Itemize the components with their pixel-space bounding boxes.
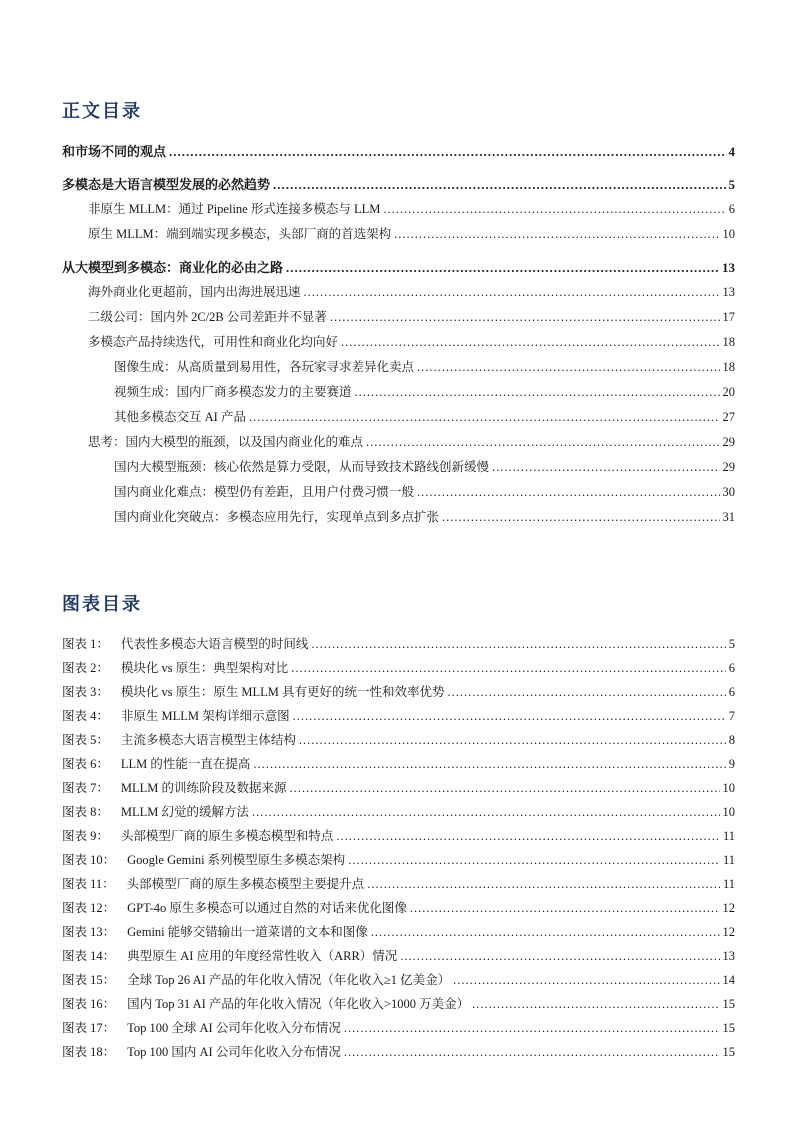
- dot-leader: [383, 197, 725, 222]
- toc-entry-page: 20: [722, 385, 735, 399]
- toc-entry-page: 18: [722, 335, 735, 349]
- figure-entry-page: 11: [722, 853, 735, 867]
- figure-entry-page: 12: [722, 925, 735, 939]
- dot-leader: [371, 920, 720, 944]
- figure-entry-number: 图表 15：: [62, 973, 116, 987]
- main-toc-heading: 正文目录: [62, 101, 142, 121]
- figure-entry-number: 图表 13：: [62, 925, 116, 939]
- toc-entry-label: 海外商业化更超前，国内出海进展迅速: [88, 285, 301, 299]
- figure-entry: [62, 704, 735, 728]
- figure-entry-page: 7: [728, 709, 735, 723]
- toc-entry-page: 10: [722, 227, 735, 241]
- dot-leader: [367, 872, 720, 896]
- toc-entry-label: 从大模型到多模态：商业化的必由之路: [62, 260, 284, 275]
- figure-entry: [62, 656, 735, 680]
- figure-entry-number: 图表 1：: [62, 637, 109, 651]
- figure-entry-label: LLM 的性能一直在提高: [120, 757, 251, 771]
- figure-entry-page: 15: [722, 1045, 735, 1059]
- figure-entry-label: 头部模型厂商的原生多模态模型和特点: [120, 829, 334, 843]
- toc-entry: [62, 405, 735, 430]
- figure-entry-number: 图表 2：: [62, 661, 109, 675]
- figure-entry-page: 8: [728, 733, 735, 747]
- figure-entry-label: Top 100 全球 AI 公司年化收入分布情况: [127, 1021, 341, 1035]
- figure-entry: [62, 968, 735, 992]
- figure-entry: [62, 1040, 735, 1064]
- figure-entry-page: 11: [722, 877, 735, 891]
- figure-entry-page: 10: [722, 781, 735, 795]
- dot-leader: [336, 824, 720, 848]
- toc-entry: [62, 330, 735, 355]
- figure-entry-label: 非原生 MLLM 架构详细示意图: [120, 709, 290, 723]
- figure-entry-label: Google Gemini 系列模型原生多模态架构: [127, 853, 346, 867]
- figure-entry-number: 图表 10：: [62, 853, 116, 867]
- toc-entry-page: 29: [722, 460, 735, 474]
- toc-entry-label: 国内商业化突破点：多模态应用先行，实现单点到多点扩张: [114, 510, 440, 524]
- figure-entry: [62, 896, 735, 920]
- figure-entry: [62, 776, 735, 800]
- toc-entry-page: 4: [728, 144, 735, 159]
- figure-entry: [62, 944, 735, 968]
- figure-entry-number: 图表 4：: [62, 709, 109, 723]
- figure-entry-number: 图表 9：: [62, 829, 109, 843]
- toc-entry: [62, 172, 735, 197]
- toc-entry-label: 国内商业化难点：模型仍有差距，且用户付费习惯一般: [114, 485, 415, 499]
- figure-entry-page: 14: [722, 973, 735, 987]
- figure-entry-page: 10: [722, 805, 735, 819]
- toc-entry-label: 视频生成：国内厂商多模态发力的主要赛道: [114, 385, 352, 399]
- figure-entry: [62, 872, 735, 896]
- toc-entry-page: 18: [722, 360, 735, 374]
- toc-entry: [62, 305, 735, 330]
- toc-entry-label: 思考：国内大模型的瓶颈，以及国内商业化的难点: [88, 435, 364, 449]
- figure-entry-page: 6: [728, 685, 735, 699]
- figure-entry-label: 全球 Top 26 AI 产品的年化收入情况（年化收入≥1 亿美金）: [127, 973, 451, 987]
- figure-entry-number: 图表 3：: [62, 685, 109, 699]
- dot-leader: [344, 1040, 720, 1064]
- figure-entry-number: 图表 5：: [62, 733, 109, 747]
- figure-entry-number: 图表 12：: [62, 901, 116, 915]
- figure-entry-label: MLLM 幻觉的缓解方法: [120, 805, 250, 819]
- toc-entry-page: 17: [722, 310, 735, 324]
- toc-entry: [62, 355, 735, 380]
- toc-entry-page: 5: [728, 177, 735, 192]
- figure-entry: [62, 752, 735, 776]
- toc-entry: [62, 222, 735, 247]
- toc-entry: [62, 430, 735, 455]
- dot-leader: [417, 480, 719, 505]
- figure-entry-page: 11: [722, 829, 735, 843]
- figure-entry-number: 图表 17：: [62, 1021, 116, 1035]
- figure-entry-page: 15: [722, 1021, 735, 1035]
- dot-leader: [366, 430, 719, 455]
- figure-entry-page: 12: [722, 901, 735, 915]
- dot-leader: [252, 800, 719, 824]
- dot-leader: [348, 848, 720, 872]
- toc-entry-page: 27: [722, 410, 735, 424]
- toc-entry: [62, 455, 735, 480]
- figure-entry-label: GPT-4o 原生多模态可以通过自然的对话来优化图像: [127, 901, 407, 915]
- toc-entry-label: 和市场不同的观点: [62, 144, 167, 159]
- figure-entry-label: 国内 Top 31 AI 产品的年化收入情况（年化收入>1000 万美金）: [127, 997, 470, 1011]
- toc-entry-page: 13: [722, 260, 735, 275]
- toc-entry-page: 13: [722, 285, 735, 299]
- toc-entry: [62, 255, 735, 280]
- toc-entry-label: 国内大模型瓶颈：核心依然是算力受限，从而导致技术路线创新缓慢: [114, 460, 490, 474]
- toc-entry: [62, 197, 735, 222]
- figure-entry: [62, 824, 735, 848]
- toc-entry-label: 非原生 MLLM：通过 Pipeline 形式连接多模态与 LLM: [88, 202, 381, 216]
- figure-entry: [62, 800, 735, 824]
- figure-entry: [62, 632, 735, 656]
- toc-entry: [62, 380, 735, 405]
- toc-entry-label: 多模态产品持续迭代，可用性和商业化均向好: [88, 335, 339, 349]
- dot-leader: [341, 330, 719, 355]
- figure-entry-label: 主流多模态大语言模型主体结构: [120, 733, 296, 747]
- figure-entry-label: 头部模型厂商的原生多模态模型主要提升点: [126, 877, 365, 891]
- figure-entry: [62, 992, 735, 1016]
- dot-leader: [249, 405, 720, 430]
- dot-leader: [311, 632, 725, 656]
- toc-entry: [62, 505, 735, 530]
- figure-entry: [62, 848, 735, 872]
- dot-leader: [410, 896, 720, 920]
- figure-entry-page: 13: [722, 949, 735, 963]
- dot-leader: [453, 968, 719, 992]
- dot-leader: [330, 305, 720, 330]
- figure-entry-label: 模块化 vs 原生：典型架构对比: [120, 661, 289, 675]
- dot-leader: [442, 505, 719, 530]
- toc-entry-label: 二级公司：国内外 2C/2B 公司差距并不显著: [88, 310, 327, 324]
- dot-leader: [286, 255, 719, 280]
- dot-leader: [253, 752, 725, 776]
- dot-leader: [417, 355, 719, 380]
- toc-entry: [62, 139, 735, 164]
- figures-toc-list: [62, 632, 735, 1064]
- dot-leader: [492, 455, 719, 480]
- figure-entry-page: 5: [728, 637, 735, 651]
- toc-entry: [62, 280, 735, 305]
- figure-entry-label: MLLM 的训练阶段及数据来源: [120, 781, 287, 795]
- dot-leader: [394, 222, 719, 247]
- dot-leader: [400, 944, 719, 968]
- figure-entry-page: 6: [728, 661, 735, 675]
- figure-entry-label: Gemini 能够交错输出一道菜谱的文本和图像: [127, 925, 368, 939]
- toc-entry-label: 图像生成：从高质量到易用性，各玩家寻求差异化卖点: [114, 360, 415, 374]
- figure-entry-number: 图表 7：: [62, 781, 109, 795]
- figure-entry-number: 图表 14：: [62, 949, 116, 963]
- toc-entry-page: 6: [728, 202, 735, 216]
- figures-toc-heading: 图表目录: [62, 594, 142, 614]
- dot-leader: [169, 139, 725, 164]
- main-toc-section: [62, 97, 735, 530]
- dot-leader: [472, 992, 719, 1016]
- dot-leader: [290, 776, 720, 800]
- dot-leader: [448, 680, 726, 704]
- figure-entry-number: 图表 16：: [62, 997, 116, 1011]
- toc-entry: [62, 480, 735, 505]
- figure-entry-label: 代表性多模态大语言模型的时间线: [120, 637, 309, 651]
- toc-entry-label: 多模态是大语言模型发展的必然趋势: [62, 177, 271, 192]
- figure-entry-page: 9: [728, 757, 735, 771]
- toc-entry-label: 原生 MLLM：端到端实现多模态，头部厂商的首选架构: [88, 227, 392, 241]
- figure-entry: [62, 1016, 735, 1040]
- figure-entry: [62, 680, 735, 704]
- dot-leader: [344, 1016, 720, 1040]
- main-toc-list: [62, 139, 735, 530]
- figure-entry-page: 15: [722, 997, 735, 1011]
- figures-toc-section: [62, 590, 735, 1064]
- dot-leader: [293, 704, 726, 728]
- figure-entry-number: 图表 6：: [62, 757, 109, 771]
- dot-leader: [273, 172, 725, 197]
- dot-leader: [304, 280, 720, 305]
- figure-entry-number: 图表 11：: [62, 877, 115, 891]
- toc-entry-page: 29: [722, 435, 735, 449]
- figure-entry-label: Top 100 国内 AI 公司年化收入分布情况: [127, 1045, 341, 1059]
- toc-entry-label: 其他多模态交互 AI 产品: [114, 410, 246, 424]
- figure-entry-label: 模块化 vs 原生：原生 MLLM 具有更好的统一性和效率优势: [120, 685, 445, 699]
- figure-entry-number: 图表 18：: [62, 1045, 116, 1059]
- dot-leader: [291, 656, 725, 680]
- toc-entry-page: 30: [722, 485, 735, 499]
- figure-entry-number: 图表 8：: [62, 805, 109, 819]
- dot-leader: [355, 380, 720, 405]
- figure-entry: [62, 728, 735, 752]
- dot-leader: [299, 728, 726, 752]
- toc-entry-page: 31: [722, 510, 735, 524]
- figure-entry-label: 典型原生 AI 应用的年度经常性收入（ARR）情况: [127, 949, 398, 963]
- figure-entry: [62, 920, 735, 944]
